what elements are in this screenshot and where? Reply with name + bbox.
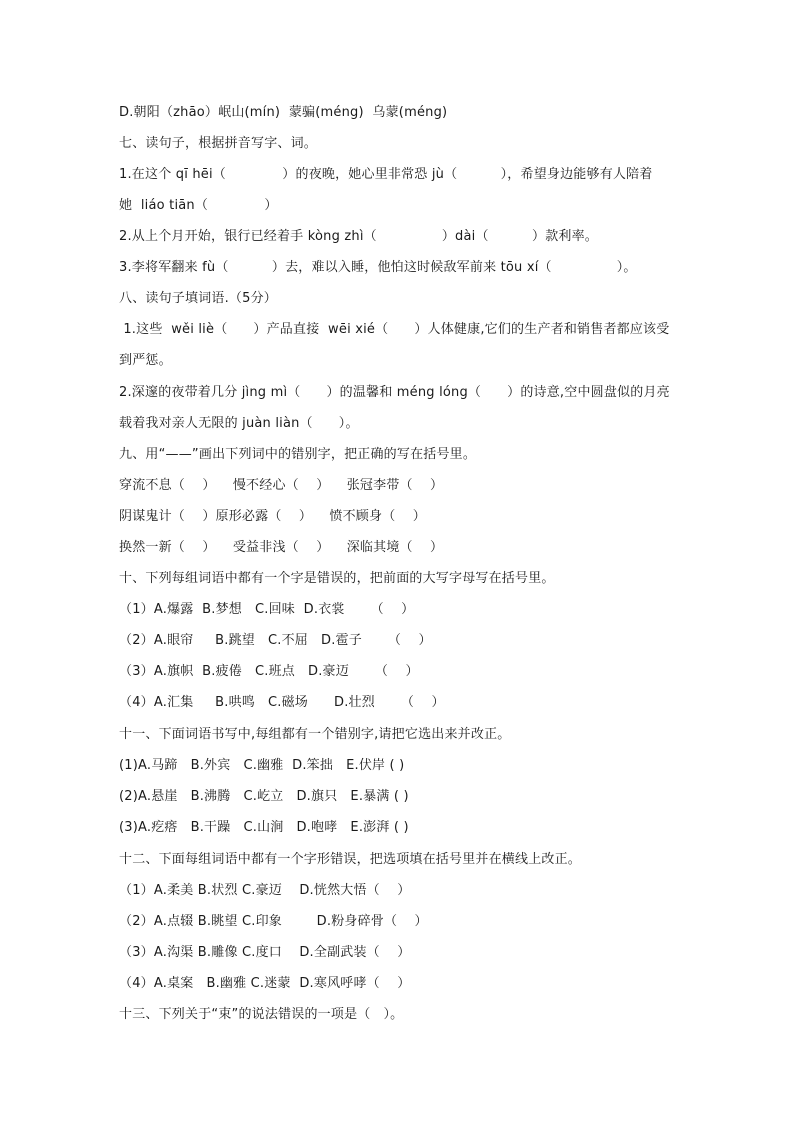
section-13-heading: 十三、下列关于“束”的说法错误的一项是（ ）。 [119, 1007, 404, 1022]
q12-group-3: （3）A.沟渠 B.雕像 C.度口 D.全副武装（ ） [119, 945, 411, 960]
section-9-heading: 九、用“——”画出下列词中的错别字，把正确的写在括号里。 [119, 447, 477, 462]
q8-item-1-cont: 到严惩。 [119, 353, 172, 368]
q12-group-1: （1）A.柔美 B.状烈 C.豪迈 D.恍然大悟（ ） [119, 883, 411, 898]
q10-group-3: （3）A.旗帜 B.疲倦 C.班点 D.豪迈 （ ） [119, 664, 419, 679]
q11-group-2: (2)A.悬崖 B.沸腾 C.屹立 D.旗只 E.暴满 ( ) [119, 789, 409, 804]
q6-option-d: D.朝阳（zhāo）岷山(mín) 蒙骗(méng) 乌蒙(méng) [119, 105, 448, 120]
section-7-heading: 七、读句子，根据拼音写字、词。 [119, 136, 318, 151]
q9-row-3: 换然一新（ ） 受益非浅（ ） 深临其境（ ） [119, 540, 444, 555]
q7-item-3: 3.李将军翻来 fù（ ）去，难以入睡，他怕这时候敌军前来 tōu xí（ ）。 [119, 260, 637, 275]
q7-item-1-cont: 她 liáo tiān（ ） [119, 198, 278, 213]
q11-group-3: (3)A.疙瘩 B.干躁 C.山涧 D.咆哮 E.澎湃 ( ) [119, 820, 409, 835]
q11-group-1: (1)A.马蹄 B.外宾 C.幽雅 D.笨拙 E.伏岸 ( ) [119, 758, 405, 773]
q10-group-4: （4）A.汇集 B.哄鸣 C.磁场 D.壮烈 （ ） [119, 695, 445, 710]
q7-item-2: 2.从上个月开始，银行已经着手 kòng zhì（ ）dài（ ）款利率。 [119, 229, 598, 244]
q12-group-2: （2）A.点辍 B.眺望 C.印象 D.粉身碎骨（ ） [119, 914, 428, 929]
q12-group-4: （4）A.桌案 B.幽雅 C.迷蒙 D.寒风呼哮（ ） [119, 976, 411, 991]
section-10-heading: 十、下列每组词语中都有一个字是错误的，把前面的大写字母写在括号里。 [119, 571, 555, 586]
q10-group-1: （1）A.爆露 B.梦想 C.回味 D.衣裳 （ ） [119, 602, 415, 617]
q10-group-2: （2）A.眼帘 B.跳望 C.不屈 D.雹子 （ ） [119, 633, 432, 648]
q8-item-2: 2.深邃的夜带着几分 jìng mì（ ）的温馨和 méng lóng（ ）的诗意,空中圆盘似的月亮 [119, 385, 670, 400]
section-12-heading: 十二、下面每组词语中都有一个字形错误，把选项填在括号里并在横线上改正。 [119, 852, 582, 867]
section-8-heading: 八、读句子填词语.（5分） [119, 291, 278, 306]
section-11-heading: 十一、下面词语书写中,每组都有一个错别字,请把它选出来并改正。 [119, 727, 511, 742]
q9-row-2: 阴谋鬼计（ ）原形必露（ ） 愤不顾身（ ） [119, 509, 426, 524]
q8-item-2-cont: 载着我对亲人无限的 juàn liàn（ ）。 [119, 416, 359, 431]
q9-row-1: 穿流不息（ ） 慢不经心（ ） 张冠李带（ ） [119, 478, 444, 493]
q8-item-1: 1.这些 wěi liè（ ）产品直接 wēi xié（ ）人体健康,它们的生产者和销售者都应该受 [119, 322, 670, 337]
q7-item-1: 1.在这个 qī hēi（ ）的夜晚，她心里非常恐 jù（ ），希望身边能够有人陪着 [119, 167, 653, 182]
